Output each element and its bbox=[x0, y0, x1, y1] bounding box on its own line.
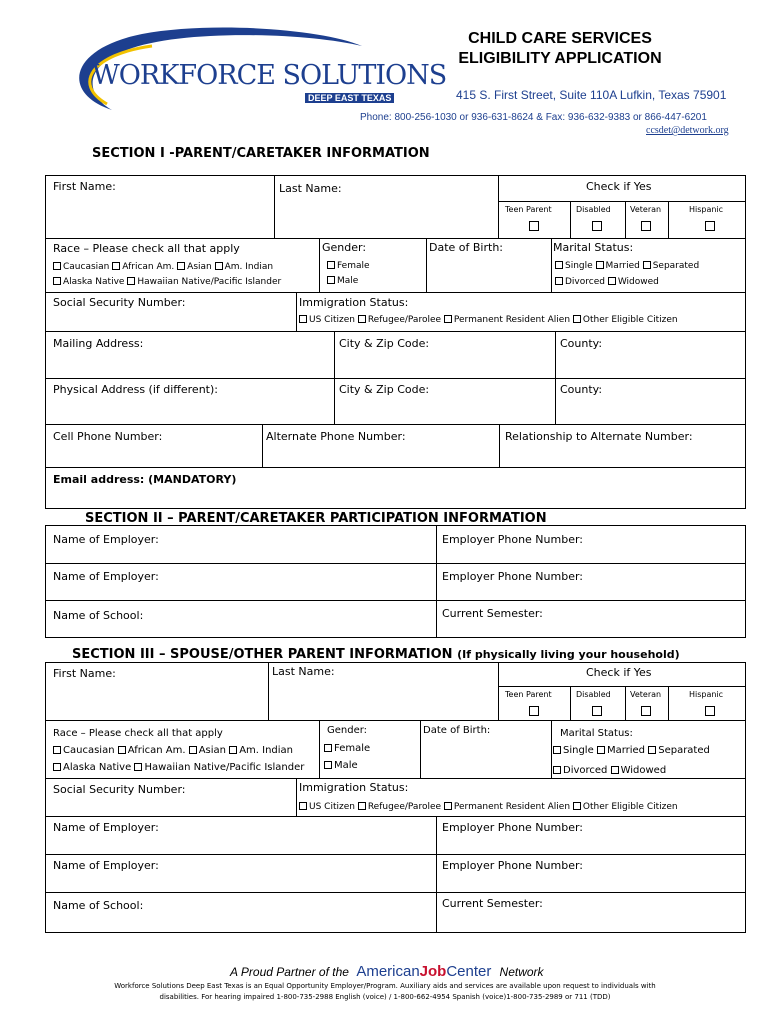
gender-female[interactable]: Female bbox=[327, 261, 370, 271]
disabled-checkbox[interactable] bbox=[592, 221, 602, 231]
ssn-field[interactable]: Social Security Number: bbox=[53, 296, 186, 309]
spouse-marital-widowed[interactable]: Widowed bbox=[611, 765, 667, 776]
spouse-veteran-checkbox[interactable] bbox=[641, 706, 651, 716]
spouse-disabled-label: Disabled bbox=[576, 690, 611, 699]
physical-address-field[interactable]: Physical Address (if different): bbox=[53, 383, 218, 396]
marital-label: Marital Status: bbox=[553, 241, 634, 254]
email-field[interactable]: Email address: (MANDATORY) bbox=[53, 473, 237, 486]
alternate-phone-field[interactable]: Alternate Phone Number: bbox=[266, 430, 406, 443]
marital-widowed[interactable]: Widowed bbox=[608, 277, 659, 287]
footer-disclaimer-line1: Workforce Solutions Deep East Texas is an Equal Opportunity Employer/Program. Auxiliary aids and services are available upon request to individuals with bbox=[114, 982, 656, 990]
spouse-marital-separated[interactable]: Separated bbox=[648, 745, 710, 756]
spouse-marital-single[interactable]: Single bbox=[553, 745, 594, 756]
immig-permanent-resident[interactable]: Permanent Resident Alien bbox=[444, 315, 570, 325]
spouse-hispanic-checkbox[interactable] bbox=[705, 706, 715, 716]
spouse-employer1-phone-field[interactable]: Employer Phone Number: bbox=[442, 821, 584, 834]
spouse-gender-male[interactable]: Male bbox=[324, 760, 358, 771]
spouse-check-if-yes-label: Check if Yes bbox=[586, 666, 652, 679]
spouse-race-hawaiian[interactable]: Hawaiian Native/Pacific Islander bbox=[134, 762, 304, 773]
spouse-immigration-label: Immigration Status: bbox=[299, 781, 409, 794]
spouse-teen-parent-label: Teen Parent bbox=[505, 690, 552, 699]
semester-field[interactable]: Current Semester: bbox=[442, 607, 543, 620]
first-name-field[interactable]: First Name: bbox=[53, 180, 116, 193]
check-if-yes-label: Check if Yes bbox=[586, 180, 652, 193]
school-field[interactable]: Name of School: bbox=[53, 609, 144, 622]
veteran-checkbox[interactable] bbox=[641, 221, 651, 231]
spouse-marital-label: Marital Status: bbox=[560, 728, 633, 739]
marital-row1 bbox=[555, 261, 699, 271]
spouse-ssn-field[interactable]: Social Security Number: bbox=[53, 783, 186, 796]
physical-county-field[interactable]: County: bbox=[560, 383, 603, 396]
spouse-race-row2 bbox=[53, 762, 304, 773]
spouse-immig-us-citizen[interactable]: US Citizen bbox=[299, 802, 355, 812]
cell-phone-field[interactable]: Cell Phone Number: bbox=[53, 430, 163, 443]
race-caucasian[interactable]: Caucasian bbox=[53, 262, 109, 272]
spouse-immig-refugee[interactable]: Refugee/Parolee bbox=[358, 802, 441, 812]
spouse-race-row1 bbox=[53, 745, 293, 756]
office-address: 415 S. First Street, Suite 110A Lufkin, Texas 75901 bbox=[456, 88, 727, 102]
spouse-marital-divorced[interactable]: Divorced bbox=[553, 765, 607, 776]
hispanic-checkbox[interactable] bbox=[705, 221, 715, 231]
gender-label: Gender: bbox=[322, 241, 367, 254]
spouse-gender-label: Gender: bbox=[327, 725, 368, 736]
immig-us-citizen[interactable]: US Citizen bbox=[299, 315, 355, 325]
section2-heading: SECTION II – PARENT/CARETAKER PARTICIPATION INFORMATION bbox=[85, 511, 547, 526]
race-label: Race – Please check all that apply bbox=[53, 242, 240, 255]
spouse-first-name-field[interactable]: First Name: bbox=[53, 667, 116, 680]
disabled-label: Disabled bbox=[576, 205, 611, 214]
spouse-immig-permanent-resident[interactable]: Permanent Resident Alien bbox=[444, 802, 570, 812]
spouse-semester-field[interactable]: Current Semester: bbox=[442, 897, 543, 910]
partner-line: A Proud Partner of the AmericanJobCenter Network bbox=[230, 963, 544, 980]
marital-divorced[interactable]: Divorced bbox=[555, 277, 605, 287]
race-options-row1 bbox=[53, 262, 273, 272]
form-title-line2: ELIGIBILITY APPLICATION bbox=[458, 50, 662, 67]
office-phone: Phone: 800-256-1030 or 936-631-8624 & Fax: 936-632-9383 or 866-447-6201 bbox=[360, 112, 707, 123]
spouse-race-label: Race – Please check all that apply bbox=[53, 728, 223, 739]
spouse-disabled-checkbox[interactable] bbox=[592, 706, 602, 716]
section1-heading: SECTION I -PARENT/CARETAKER INFORMATION bbox=[92, 146, 430, 161]
spouse-race-asian[interactable]: Asian bbox=[189, 745, 226, 756]
dob-field[interactable]: Date of Birth: bbox=[429, 241, 504, 254]
immigration-options bbox=[299, 315, 678, 325]
spouse-marital-row2 bbox=[553, 765, 666, 776]
spouse-race-am-indian[interactable]: Am. Indian bbox=[229, 745, 293, 756]
race-hawaiian[interactable]: Hawaiian Native/Pacific Islander bbox=[127, 277, 281, 287]
spouse-school-field[interactable]: Name of School: bbox=[53, 899, 144, 912]
employer1-field[interactable]: Name of Employer: bbox=[53, 533, 159, 546]
spouse-race-african-am[interactable]: African Am. bbox=[118, 745, 186, 756]
spouse-last-name-field[interactable]: Last Name: bbox=[272, 665, 335, 678]
spouse-employer2-phone-field[interactable]: Employer Phone Number: bbox=[442, 859, 584, 872]
relationship-field[interactable]: Relationship to Alternate Number: bbox=[505, 430, 693, 443]
race-asian[interactable]: Asian bbox=[177, 262, 212, 272]
immig-refugee[interactable]: Refugee/Parolee bbox=[358, 315, 441, 325]
mailing-county-field[interactable]: County: bbox=[560, 337, 603, 350]
spouse-teen-parent-checkbox[interactable] bbox=[529, 706, 539, 716]
gender-male[interactable]: Male bbox=[327, 276, 358, 286]
american-job-center-logo: AmericanJobCenter bbox=[356, 963, 492, 980]
immig-other-eligible[interactable]: Other Eligible Citizen bbox=[573, 315, 678, 325]
employer1-phone-field[interactable]: Employer Phone Number: bbox=[442, 533, 584, 546]
marital-single[interactable]: Single bbox=[555, 261, 593, 271]
marital-row2 bbox=[555, 277, 659, 287]
spouse-immigration-options bbox=[299, 802, 678, 812]
spouse-marital-row1 bbox=[553, 745, 710, 756]
race-options-row2 bbox=[53, 277, 281, 287]
spouse-gender-female[interactable]: Female bbox=[324, 743, 370, 754]
footer-disclaimer-line2: disabilities. For hearing impaired 1-800-735-2988 English (voice) / 1-800-662-4954 Spanish (voice)1-800-735-2989 or 711 (TDD) bbox=[159, 993, 611, 1001]
race-am-indian[interactable]: Am. Indian bbox=[215, 262, 273, 272]
veteran-label: Veteran bbox=[630, 205, 662, 214]
physical-city-zip-field[interactable]: City & Zip Code: bbox=[339, 383, 430, 396]
office-email-link[interactable]: ccsdet@detwork.org bbox=[646, 125, 729, 136]
spouse-marital-married[interactable]: Married bbox=[597, 745, 645, 756]
teen-parent-label: Teen Parent bbox=[505, 205, 552, 214]
immigration-label: Immigration Status: bbox=[299, 296, 409, 309]
last-name-field[interactable]: Last Name: bbox=[279, 182, 342, 195]
race-african-am[interactable]: African Am. bbox=[112, 262, 174, 272]
spouse-dob-field[interactable]: Date of Birth: bbox=[423, 725, 491, 736]
logo-text: WORKFORCE SOLUTIONS bbox=[92, 60, 447, 91]
spouse-race-alaska-native[interactable]: Alaska Native bbox=[53, 762, 131, 773]
mailing-address-field[interactable]: Mailing Address: bbox=[53, 337, 144, 350]
marital-married[interactable]: Married bbox=[596, 261, 640, 271]
race-alaska-native[interactable]: Alaska Native bbox=[53, 277, 124, 287]
employer2-phone-field[interactable]: Employer Phone Number: bbox=[442, 570, 584, 583]
hispanic-label: Hispanic bbox=[689, 205, 724, 214]
spouse-immig-other-eligible[interactable]: Other Eligible Citizen bbox=[573, 802, 678, 812]
section3-heading: SECTION III – SPOUSE/OTHER PARENT INFORMATION (If physically living your household) bbox=[72, 647, 680, 662]
logo-subtitle: DEEP EAST TEXAS bbox=[305, 93, 394, 103]
spouse-employer2-field[interactable]: Name of Employer: bbox=[53, 859, 159, 872]
teen-parent-checkbox[interactable] bbox=[529, 221, 539, 231]
marital-separated[interactable]: Separated bbox=[643, 261, 699, 271]
form-title-line1: CHILD CARE SERVICES bbox=[468, 30, 652, 47]
spouse-employer1-field[interactable]: Name of Employer: bbox=[53, 821, 159, 834]
spouse-hispanic-label: Hispanic bbox=[689, 690, 724, 699]
mailing-city-zip-field[interactable]: City & Zip Code: bbox=[339, 337, 430, 350]
employer2-field[interactable]: Name of Employer: bbox=[53, 570, 159, 583]
spouse-veteran-label: Veteran bbox=[630, 690, 662, 699]
spouse-race-caucasian[interactable]: Caucasian bbox=[53, 745, 115, 756]
